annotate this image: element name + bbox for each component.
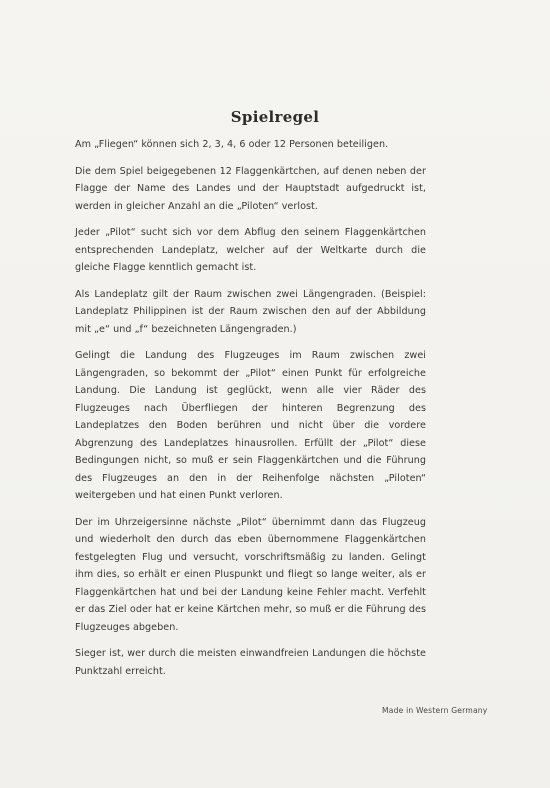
rules-body	[75, 136, 426, 689]
paragraph-next-pilot: Der im Uhrzeigersinne nächste „Pilot“ übernimmt dann das Flugzeug und wiederholt den durch das eben übernommene Flaggenkärtchen festgelegten Flug und versucht, vorschriftsmäßig zu landen. Gelingt ihm dies, so erhält er einen Pluspunkt und fliegt so lange weiter, als er Flaggenkärtchen hat und bei der Landung keine Fehler macht. Verfehlt er das Ziel oder hat er keine Kärtchen mehr, so muß er die Führung des Flugzeuges abgeben.	[75, 516, 426, 633]
paragraph-winner: Sieger ist, wer durch die meisten einwandfreien Landungen die höchste Punktzahl erreicht.	[75, 648, 426, 677]
paragraph-players: Am „Fliegen“ können sich 2, 3, 4, 6 oder 12 Personen beteiligen.	[75, 139, 389, 150]
page-title: Spielregel	[230, 108, 320, 126]
paragraph-landing-rules: Gelingt die Landung des Flugzeuges im Raum zwischen zwei Längengraden, so bekommt der „Pilot“ einen Punkt für erfolgreiche Landung. Die Landung ist geglückt, wenn alle vier Räder des Flugzeuges nach Überfliegen der hinteren Begrenzung des Landeplatzes den Boden berühren und nicht über die vordere Abgrenzung des Landeplatzes hinausrollen. Erfüllt der „Pilot“ diese Bedingungen nicht, so muß er sein Flaggenkärtchen und die Führung des Flugzeuges an den in der Reihenfolge nächsten „Piloten“ weitergeben und hat einen Punkt verloren.	[75, 350, 426, 501]
made-in-label: Made in Western Germany	[382, 706, 488, 715]
paragraph-landing-area: Als Landeplatz gilt der Raum zwischen zwei Längengraden. (Beispiel: Landeplatz Philippinen ist der Raum zwischen den auf der Abbildung mit „e“ und „f“ bezeichneten Längengraden.)	[75, 288, 426, 335]
paragraph-flag-cards: Die dem Spiel beigegebenen 12 Flaggenkärtchen, auf denen neben der Flagge der Name des Landes und der Hauptstadt aufgedruckt ist, werden in gleicher Anzahl an die „Piloten“ verlost.	[75, 165, 426, 212]
paragraph-landing-site: Jeder „Pilot“ sucht sich vor dem Abflug den seinem Flaggenkärtchen entsprechenden Landeplatz, welcher auf der Weltkarte durch die gleiche Flagge kenntlich gemacht ist.	[75, 227, 426, 273]
